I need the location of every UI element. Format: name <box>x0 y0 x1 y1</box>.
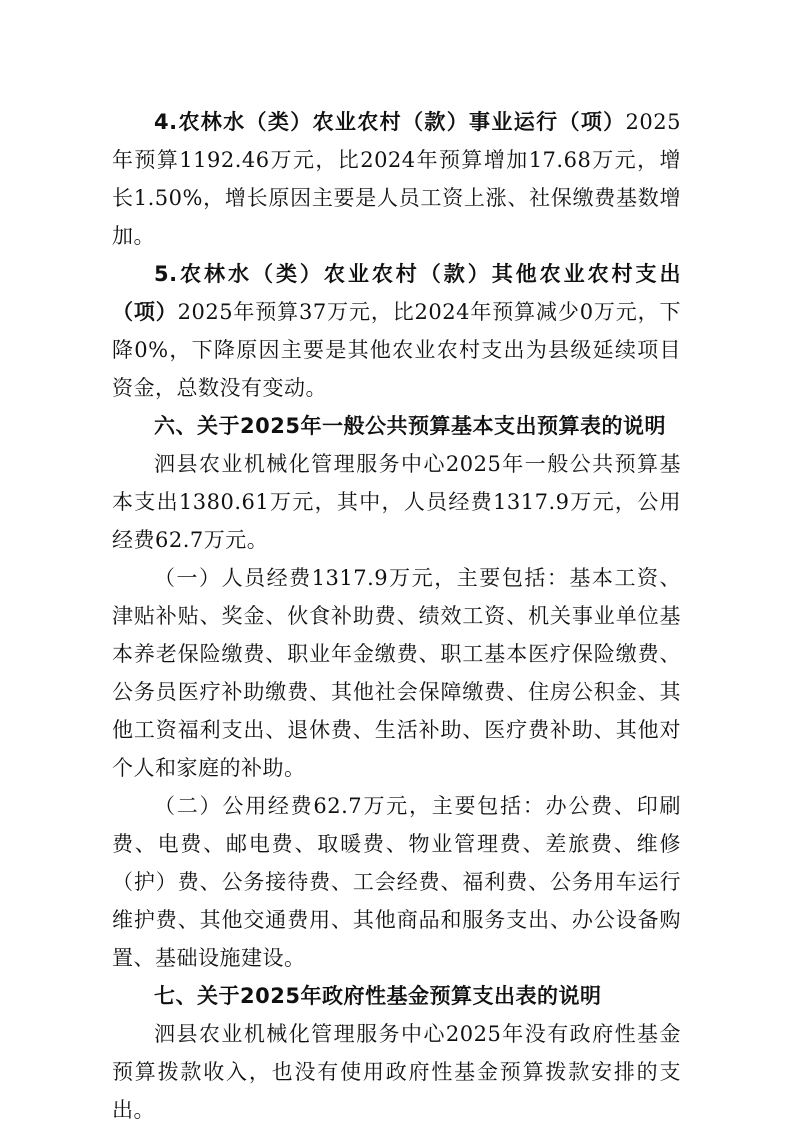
section-6-heading: 六、关于2025年一般公共预算基本支出预算表的说明 <box>154 414 666 438</box>
paragraph-item-5 <box>112 255 681 407</box>
section-6-personnel: （一）人员经费1317.9万元，主要包括：基本工资、津贴补贴、奖金、伙食补助费、绩效工资、机关事业单位基本养老保险缴费、职业年金缴费、职工基本医疗保险缴费、公务员医疗补助缴费、其他社会保障缴费、住房公积金、其他工资福利支出、退休费、生活补助、医疗费补助、其他对个人和家庭的补助。 <box>112 566 681 780</box>
item-4-text: 2025年预算1192.46万元，比2024年预算增加17.68万元，增长1.50%，增长原因主要是人员工资上涨、社保缴费基数增加。 <box>112 110 681 248</box>
item-5-lead: 5.农林水（类）农业农村（款）其他农业农村支出（项） <box>112 262 681 324</box>
item-4-lead: 4.农林水（类）农业农村（款）事业运行（项） <box>154 110 626 134</box>
item-5-text: 2025年预算37万元，比2024年预算减少0万元，下降0%，下降原因主要是其他农业农村支出为县级延续项目资金，总数没有变动。 <box>112 300 682 400</box>
paragraph-item-4 <box>112 103 681 255</box>
section-7-text: 泗县农业机械化管理服务中心2025年没有政府性基金预算拨款收入，也没有使用政府性基金预算拨款安排的支出。 <box>112 1022 681 1122</box>
section-6-intro: 泗县农业机械化管理服务中心2025年一般公共预算基本支出1380.61万元，其中，人员经费1317.9万元，公用经费62.7万元。 <box>112 452 681 552</box>
section-6-public: （二）公用经费62.7万元，主要包括：办公费、印刷费、电费、邮电费、取暖费、物业管理费、差旅费、维修（护）费、公务接待费、工会经费、福利费、公务用车运行维护费、其他交通费用、其他商品和服务支出、办公设备购置、基础设施建设。 <box>112 794 681 970</box>
section-7-heading: 七、关于2025年政府性基金预算支出表的说明 <box>154 984 602 1008</box>
